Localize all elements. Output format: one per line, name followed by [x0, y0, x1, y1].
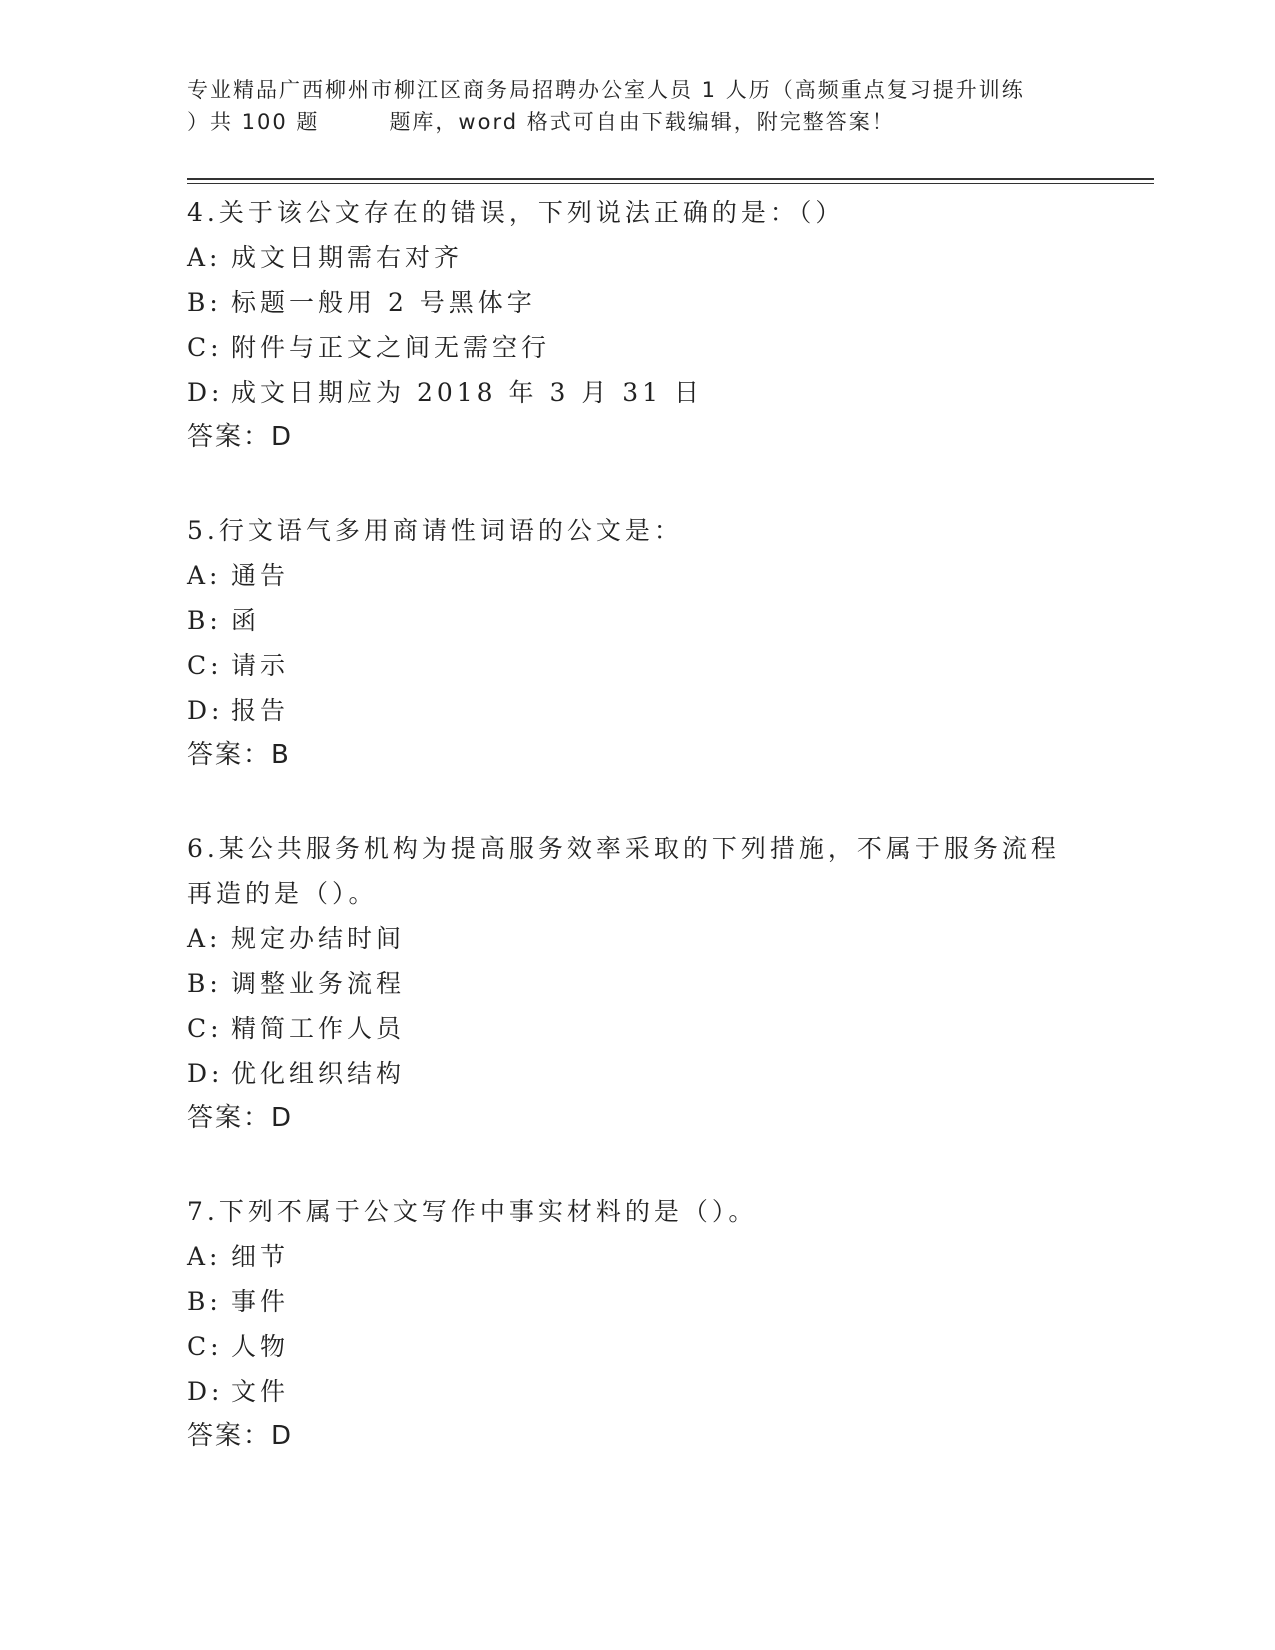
question-option	[187, 325, 1147, 370]
question-option	[187, 1006, 1147, 1051]
question-title: 再造的是（）。	[187, 879, 378, 908]
question-option	[187, 370, 1147, 415]
question-answer: 答案：D	[187, 1103, 294, 1133]
option-text: 人物	[231, 1332, 290, 1361]
option-key: D:	[187, 1059, 224, 1088]
option-text: 请示	[231, 651, 290, 680]
question-option	[187, 1279, 1147, 1324]
header-divider-thin	[187, 183, 1154, 184]
question-option	[187, 1051, 1147, 1096]
question-option	[187, 1234, 1147, 1279]
question-option	[187, 688, 1147, 733]
question-answer: 答案：D	[187, 422, 294, 452]
option-text: 成文日期应为 2018 年 3 月 31 日	[231, 378, 704, 407]
header-line-2-count: ）共 100 题	[187, 110, 320, 134]
header-divider-thick	[187, 178, 1154, 180]
question-title: 4.关于该公文存在的错误，下列说法正确的是：（）	[187, 198, 845, 227]
document-header	[187, 74, 1087, 138]
option-key: C:	[187, 1332, 223, 1361]
option-text: 细节	[231, 1242, 290, 1271]
option-key: A:	[187, 1242, 222, 1271]
option-key: D:	[187, 1377, 224, 1406]
option-key: D:	[187, 696, 224, 725]
option-key: C:	[187, 1014, 223, 1043]
option-text: 优化组织结构	[231, 1059, 406, 1088]
question-block	[187, 508, 1147, 778]
option-key: C:	[187, 333, 223, 362]
question-option	[187, 643, 1147, 688]
option-key: A:	[187, 924, 222, 953]
option-key: C:	[187, 651, 223, 680]
question-answer: 答案：D	[187, 1421, 294, 1451]
option-key: A:	[187, 243, 222, 272]
question-option	[187, 1369, 1147, 1414]
option-text: 通告	[231, 561, 290, 590]
header-line-1: 专业精品广西柳州市柳江区商务局招聘办公室人员 1 人历（高频重点复习提升训练	[187, 78, 1025, 102]
header-line-2	[187, 106, 1087, 138]
option-key: B:	[187, 606, 222, 635]
option-text: 精简工作人员	[231, 1014, 406, 1043]
question-option	[187, 553, 1147, 598]
question-list	[187, 190, 1147, 1507]
question-option	[187, 1324, 1147, 1369]
option-key: D:	[187, 378, 224, 407]
header-line-2-desc: 题库，word 格式可自由下载编辑，附完整答案！	[389, 110, 895, 134]
question-answer: 答案：B	[187, 740, 291, 770]
option-text: 文件	[231, 1377, 290, 1406]
option-text: 附件与正文之间无需空行	[231, 333, 551, 362]
question-block	[187, 826, 1147, 1141]
question-title: 7.下列不属于公文写作中事实材料的是（）。	[187, 1197, 758, 1226]
question-title: 6.某公共服务机构为提高服务效率采取的下列措施，不属于服务流程	[187, 834, 1060, 863]
option-text: 成文日期需右对齐	[231, 243, 464, 272]
option-text: 调整业务流程	[231, 969, 406, 998]
question-title: 5.行文语气多用商请性词语的公文是：	[187, 516, 683, 545]
option-key: B:	[187, 969, 222, 998]
question-option	[187, 916, 1147, 961]
option-text: 标题一般用 2 号黑体字	[231, 288, 536, 317]
option-key: B:	[187, 288, 222, 317]
option-text: 函	[231, 606, 261, 635]
question-option	[187, 235, 1147, 280]
option-text: 事件	[231, 1287, 290, 1316]
option-key: A:	[187, 561, 222, 590]
option-text: 报告	[231, 696, 290, 725]
question-option	[187, 598, 1147, 643]
option-text: 规定办结时间	[231, 924, 406, 953]
option-key: B:	[187, 1287, 222, 1316]
question-option	[187, 280, 1147, 325]
question-option	[187, 961, 1147, 1006]
question-block	[187, 1189, 1147, 1459]
question-block	[187, 190, 1147, 460]
